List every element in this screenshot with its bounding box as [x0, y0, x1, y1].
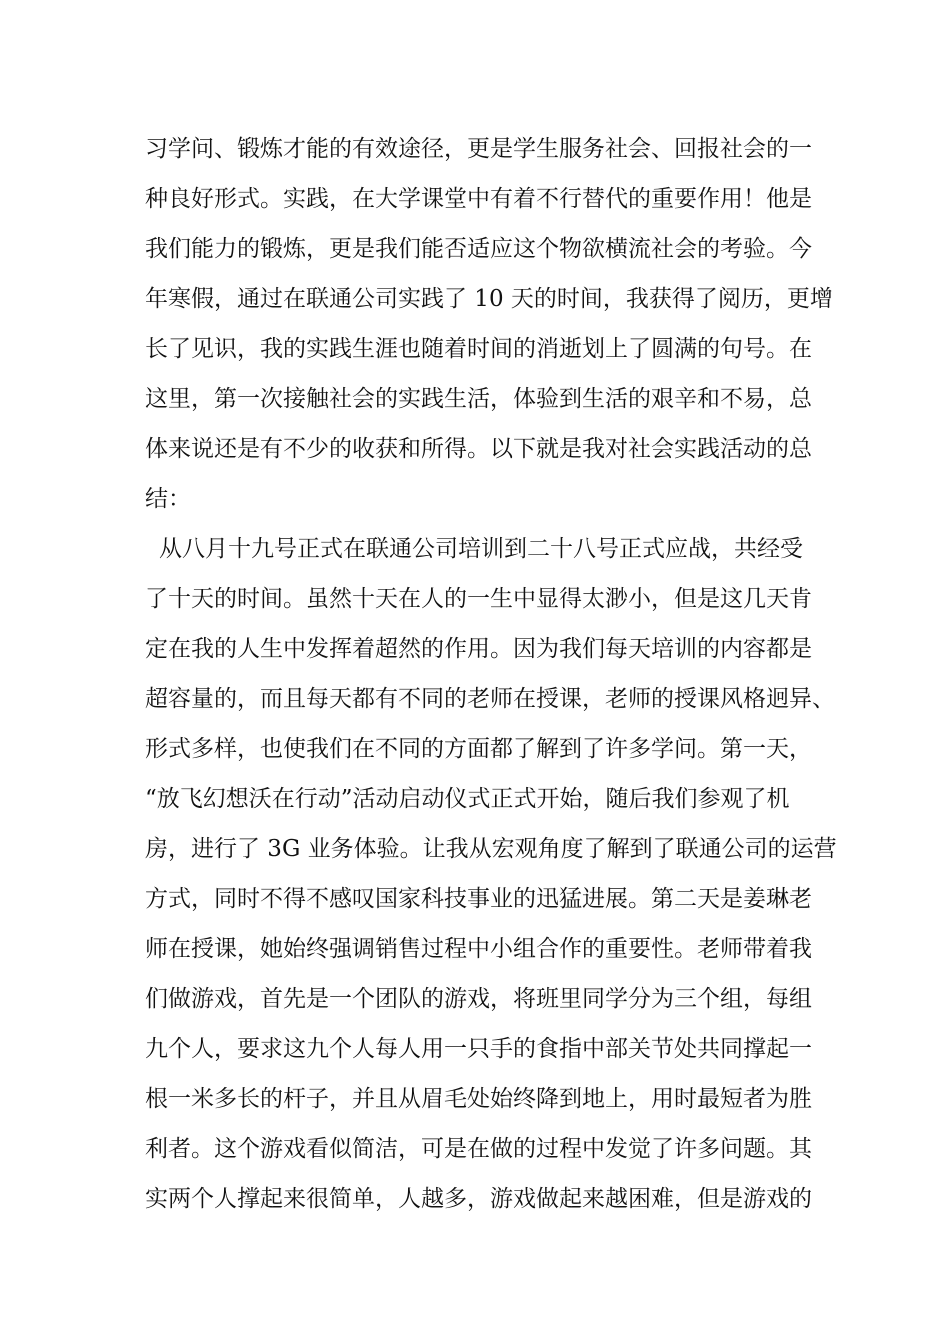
text-line: 超容量的，而且每天都有不同的老师在授课，老师的授课风格迥异、	[145, 686, 835, 712]
body-text	[145, 124, 837, 1224]
text-line: 我们能力的锻炼，更是我们能否适应这个物欲横流社会的考验。今	[145, 236, 812, 262]
paragraph	[145, 524, 837, 1224]
text-line: 年寒假，通过在联通公司实践了 10 天的时间，我获得了阅历，更增	[145, 286, 833, 312]
text-line: 师在授课，她始终强调销售过程中小组合作的重要性。老师带着我	[145, 936, 812, 962]
text-line: 这里，第一次接触社会的实践生活，体验到生活的艰辛和不易，总	[145, 386, 812, 412]
text-line: 实两个人撑起来很简单，人越多，游戏做起来越困难，但是游戏的	[145, 1186, 812, 1212]
text-line: 种良好形式。实践，在大学课堂中有着不行替代的重要作用！他是	[145, 186, 812, 212]
text-line: 从八月十九号正式在联通公司培训到二十八号正式应战，共经受	[159, 536, 803, 562]
text-line: 定在我的人生中发挥着超然的作用。因为我们每天培训的内容都是	[145, 636, 812, 662]
text-line: 房，进行了 3G 业务体验。让我从宏观角度了解到了联通公司的运营	[145, 836, 837, 862]
text-line: 体来说还是有不少的收获和所得。以下就是我对社会实践活动的总	[145, 436, 812, 462]
text-line: 了十天的时间。虽然十天在人的一生中显得太渺小，但是这几天肯	[145, 586, 812, 612]
text-line: 习学问、锻炼才能的有效途径，更是学生服务社会、回报社会的一	[145, 136, 812, 162]
text-line: 利者。这个游戏看似简洁，可是在做的过程中发觉了许多问题。其	[145, 1136, 812, 1162]
text-line: 们做游戏，首先是一个团队的游戏，将班里同学分为三个组，每组	[145, 986, 812, 1012]
text-line: 长了见识，我的实践生涯也随着时间的消逝划上了圆满的句号。在	[145, 336, 812, 362]
text-line: 根一米多长的杆子，并且从眉毛处始终降到地上，用时最短者为胜	[145, 1086, 812, 1112]
text-line: 方式，同时不得不感叹国家科技事业的迅猛进展。第二天是姜琳老	[145, 886, 812, 912]
text-line: “放飞幻想沃在行动”活动启动仪式正式开始，随后我们参观了机	[145, 786, 790, 812]
text-line: 结：	[145, 486, 191, 512]
text-line: 形式多样，也使我们在不同的方面都了解到了许多学问。第一天，	[145, 736, 812, 762]
text-line: 九个人，要求这九个人每人用一只手的食指中部关节处共同撑起一	[145, 1036, 812, 1062]
paragraph	[145, 124, 833, 524]
